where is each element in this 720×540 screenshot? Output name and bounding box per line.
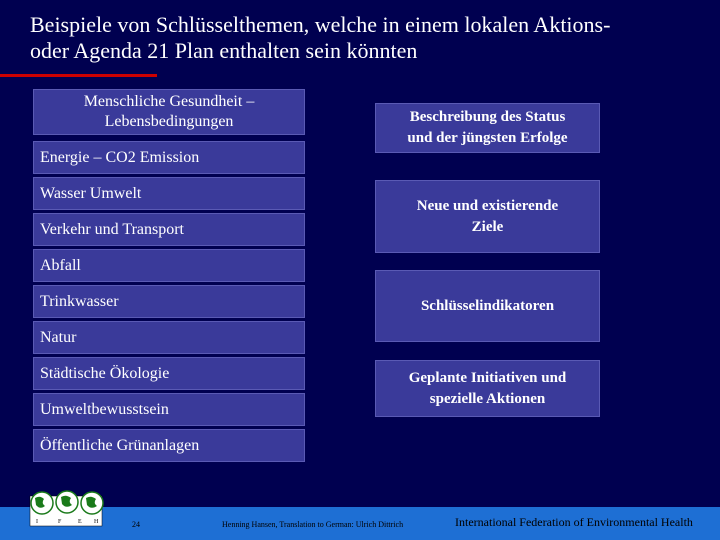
svg-text:H: H <box>94 519 99 525</box>
topic-awareness: Umweltbewusstsein <box>40 400 169 418</box>
detail-goals-line-1: Neue und existierende <box>416 197 559 214</box>
topic-water-environment: Wasser Umwelt <box>40 184 142 202</box>
organization-name: International Federation of Environmental Health <box>455 515 693 529</box>
topic-urban-ecology: Städtische Ökologie <box>40 364 170 382</box>
topic-energy: Energie – CO2 Emission <box>40 148 200 166</box>
topic-box-transport <box>33 213 305 246</box>
topic-nature: Natur <box>40 328 77 346</box>
topic-drinking-water: Trinkwasser <box>40 292 119 310</box>
topic-box-drinking-water <box>33 285 305 318</box>
topic-box-awareness <box>33 393 305 426</box>
topic-box-urban-ecology <box>33 357 305 390</box>
topic-box-green-spaces <box>33 429 305 462</box>
topic-transport: Verkehr und Transport <box>40 220 184 238</box>
topic-health-line-2: Lebensbedingungen <box>104 113 234 130</box>
page-number: 24 <box>132 520 140 529</box>
detail-actions-line-2: spezielle Aktionen <box>429 390 546 407</box>
svg-text:E: E <box>78 519 82 525</box>
title-line-1: Beispiele von Schlüsselthemen, welche in einem lokalen Aktions- <box>30 12 611 37</box>
svg-text:F: F <box>58 519 62 525</box>
detail-box-status <box>375 103 600 153</box>
svg-text:I: I <box>36 519 38 525</box>
detail-box-actions <box>375 360 600 417</box>
detail-indicators: Schlüsselindikatoren <box>420 297 555 314</box>
slide-title <box>30 12 710 64</box>
topic-box-nature <box>33 321 305 354</box>
title-line-2: oder Agenda 21 Plan enthalten sein könnten <box>30 38 418 63</box>
title-underline <box>0 74 157 77</box>
topic-green-spaces: Öffentliche Grünanlagen <box>40 436 200 454</box>
detail-goals-line-2: Ziele <box>471 218 504 235</box>
detail-actions-line-1: Geplante Initiativen und <box>408 369 567 386</box>
topic-box-waste <box>33 249 305 282</box>
topic-box-health <box>33 89 305 135</box>
topic-box-energy <box>33 141 305 174</box>
detail-status-line-1: Beschreibung des Status <box>409 109 566 125</box>
author-credit: Henning Hansen, Translation to German: Ulrich Dittrich <box>222 520 404 529</box>
topic-health-line-1: Menschliche Gesundheit – <box>83 93 255 110</box>
detail-box-goals <box>375 180 600 253</box>
globe-logo-icon <box>26 486 108 530</box>
topic-box-water-environment <box>33 177 305 210</box>
detail-status-line-2: und der jüngsten Erfolge <box>407 130 568 146</box>
detail-box-indicators <box>375 270 600 342</box>
topic-waste: Abfall <box>40 256 81 274</box>
